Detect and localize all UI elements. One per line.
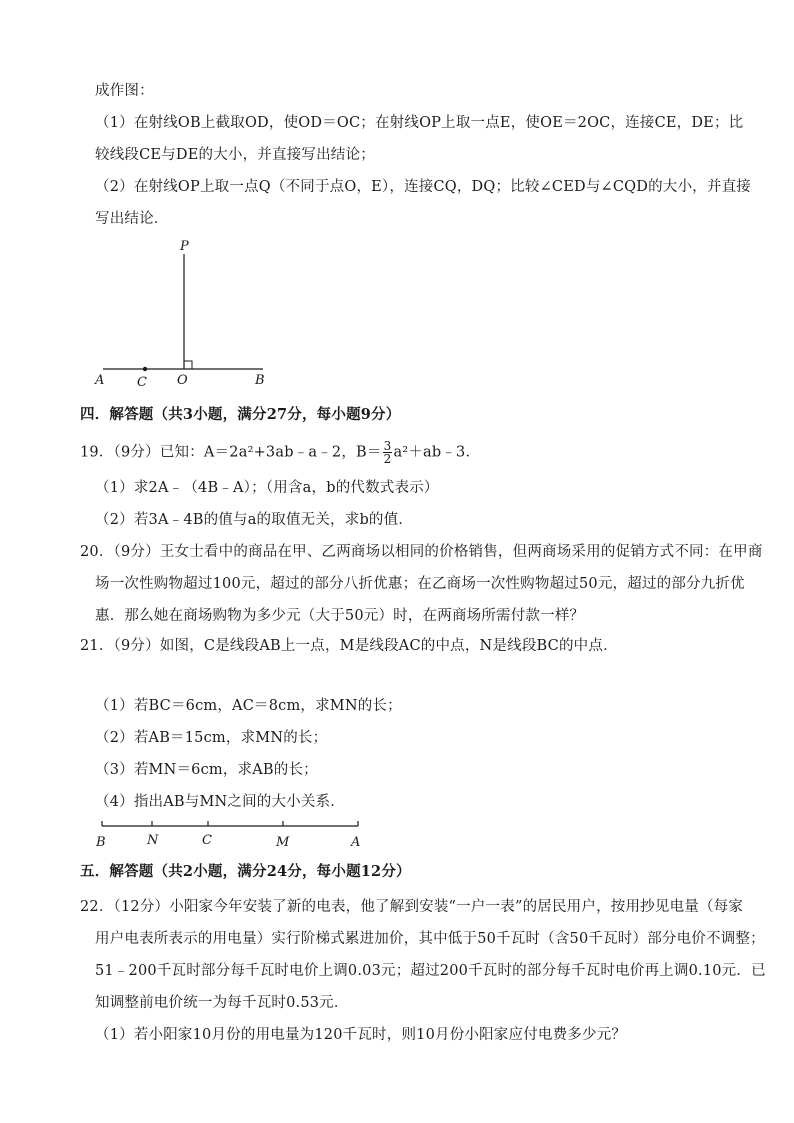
q18-part2-line1: （2）在射线OP上取一点Q（不同于点O，E），连接CQ，DQ；比较∠CED与∠CQD的大小，并直接	[95, 179, 751, 195]
q21-part3: （3）若MN＝6cm，求AB的长；	[95, 762, 318, 778]
q18-part1-line2: 较线段CE与DE的大小，并直接写出结论；	[95, 147, 375, 163]
label-a: A	[95, 373, 105, 388]
q22-line1: 22．（12分）小阳家今年安装了新的电表，他了解到安装“一户一表”的居民用户，按用抄见电量（每家	[80, 899, 744, 915]
q18-ray-figure	[85, 232, 285, 392]
intro-text: 成作图：	[95, 83, 154, 99]
q22-line3: 51﹣200千瓦时部分每千瓦时电价上调0.03元；超过200千瓦时的部分每千瓦时电价再上调0.10元．已	[95, 963, 766, 979]
right-angle-mark	[184, 361, 192, 369]
label-m: M	[276, 835, 290, 850]
section-5-heading: 五．解答题（共2小题，满分24分，每小题12分）	[80, 863, 411, 880]
label-o: O	[177, 373, 188, 388]
label-n: N	[147, 833, 159, 848]
q19-part1: （1）求2A﹣（4B﹣A）；（用含a，b的代数式表示）	[95, 480, 439, 496]
q22-line2: 用户电表所表示的用电量）实行阶梯式累进加价，其中低于50千瓦时（含50千瓦时）部分电价不调整；	[95, 931, 765, 947]
q20-line3: 惠．那么她在商场购物为多少元（大于50元）时，在两商场所需付款一样？	[95, 608, 585, 624]
label-p: P	[180, 239, 189, 254]
label-c2: C	[202, 833, 212, 848]
q19-stem	[80, 440, 480, 465]
q20-line2: 场一次性购物超过100元，超过的部分八折优惠；在乙商场一次性购物超过50元，超过的部分九折优	[95, 576, 745, 592]
q18-part1-line1: （1）在射线OB上截取OD，使OD＝OC；在射线OP上取一点E，使OE＝2OC，连接CE，DE；比	[95, 115, 744, 131]
point-c-dot	[143, 367, 147, 371]
q19-stem-a: 19．（9分）已知：A＝2a²+3ab﹣a﹣2，B＝	[80, 444, 382, 461]
q21-part1: （1）若BC＝6cm，AC＝8cm，求MN的长；	[95, 698, 402, 714]
q19-fraction	[383, 440, 393, 465]
label-b2: B	[96, 835, 106, 850]
q19-part2: （2）若3A﹣4B的值与a的取值无关，求b的值．	[95, 512, 414, 528]
q20-line1: 20．（9分）王女士看中的商品在甲、乙两商场以相同的价格销售，但两商场采用的促销方式不同：在甲商	[80, 544, 763, 560]
q19-frac-den: 2	[383, 452, 392, 466]
q19-stem-b: a²＋ab﹣3．	[393, 444, 481, 461]
q21-part2: （2）若AB＝15cm，求MN的长；	[95, 730, 328, 746]
q21-segment-figure	[88, 816, 378, 856]
q22-part1: （1）若小阳家10月份的用电量为120千瓦时，则10月份小阳家应付电费多少元？	[95, 1027, 627, 1043]
q21-stem: 21．（9分）如图，C是线段AB上一点，M是线段AC的中点，N是线段BC的中点．	[80, 638, 618, 654]
label-c: C	[137, 375, 147, 390]
q19-frac-num: 3	[383, 439, 392, 453]
section-4-heading: 四．解答题（共3小题，满分27分，每小题9分）	[80, 406, 401, 423]
q18-part2-line2: 写出结论．	[95, 211, 169, 227]
q22-line4: 知调整前电价统一为每千瓦时0.53元．	[95, 995, 349, 1011]
label-a2: A	[351, 835, 361, 850]
q21-part4: （4）指出AB与MN之间的大小关系．	[95, 794, 345, 810]
label-b: B	[255, 373, 265, 388]
